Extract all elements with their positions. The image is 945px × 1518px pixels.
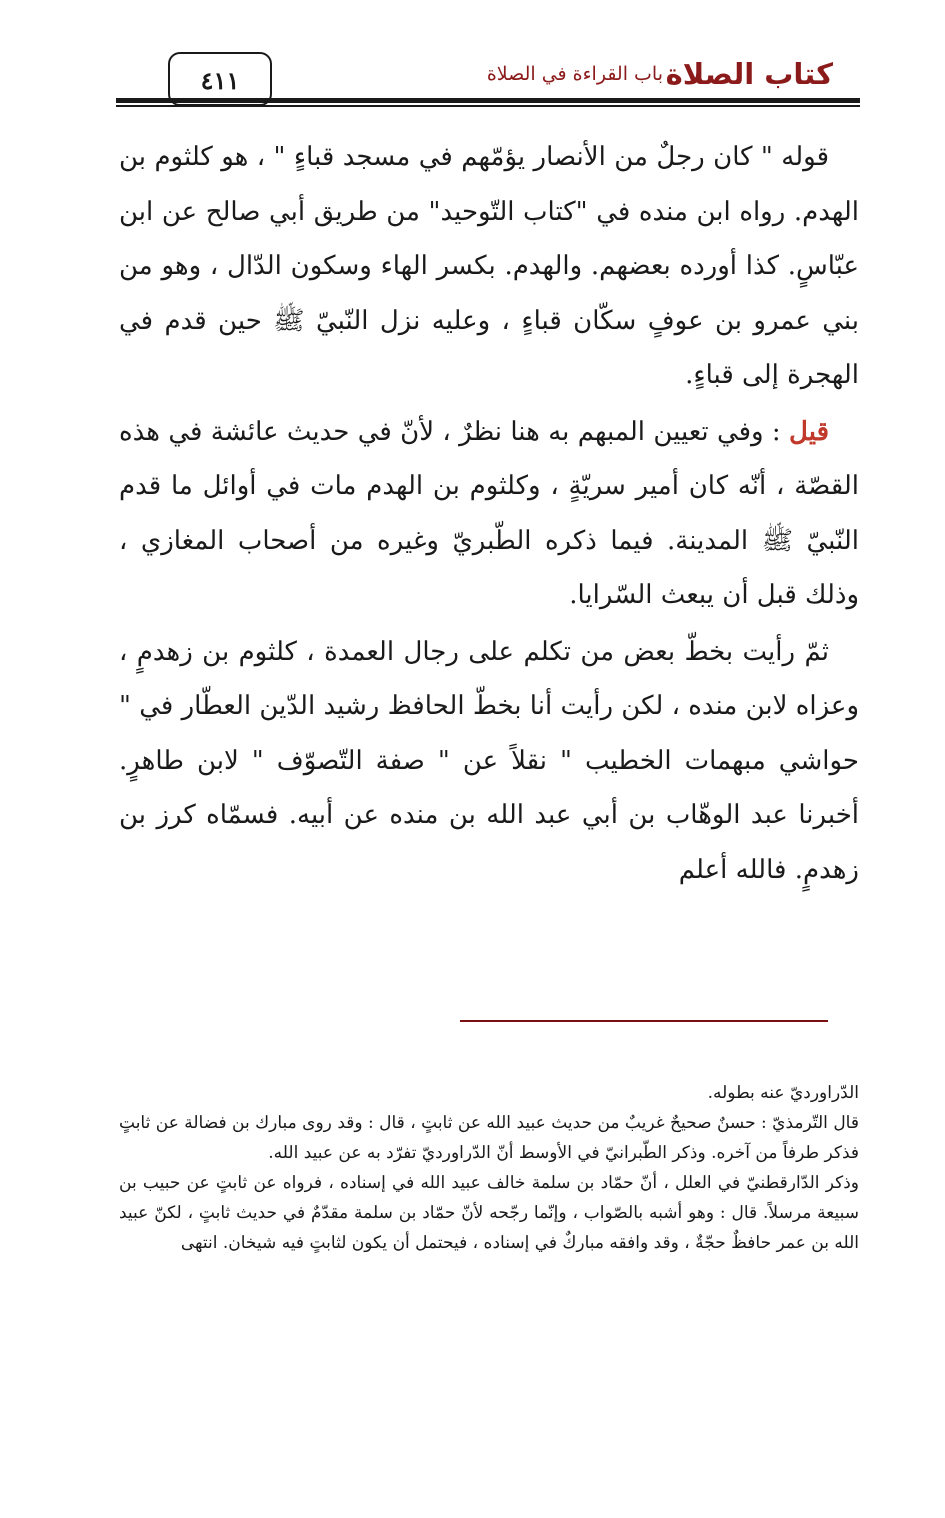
footnote-separator xyxy=(460,1020,828,1022)
page-header xyxy=(0,0,945,110)
paragraph-text: : وفي تعيين المبهم به هنا نظرٌ ، لأنّ في حديث عائشة في هذه القصّة ، أنّه كان أمير سريّةٍ ، وكلثوم بن الهدم مات في أوائل ما قدم النّبيّ ﷺ المدينة. فيما ذكره الطّبريّ وغيره من أصحاب المغازي ، وذلك قبل أن يبعث السّرايا. xyxy=(119,416,859,610)
paragraph-text: قوله " كان رجلٌ من الأنصار يؤمّهم في مسجد قباءٍ " ، هو كلثوم بن الهدم. رواه ابن منده في "كتاب التّوحيد" من طريق أبي صالح عن ابن عبّاسٍ. كذا أورده بعضهم. والهدم. بكسر الهاء وسكون الدّال ، وهو من بني عمرو بن عوفٍ سكّان قباءٍ ، وعليه نزل النّبيّ ﷺ حين قدم في الهجرة إلى قباءٍ. xyxy=(119,142,860,390)
footnotes xyxy=(119,1078,859,1258)
paragraph xyxy=(119,405,859,623)
qila-marker: قيل xyxy=(789,416,829,447)
page-number: ٤١١ xyxy=(168,52,272,106)
paragraph-text: ثمّ رأيت بخطّ بعض من تكلم على رجال العمدة ، كلثوم بن زهدمٍ ، وعزاه لابن منده ، لكن رأيت أنا بخطّ الحافظ رشيد الدّين العطّار في " حواشي مبهمات الخطيب " نقلاً عن " صفة التّصوّف " لابن طاهرٍ. أخبرنا عبد الوهّاب بن أبي عبد الله بن منده عن أبيه. فسمّاه كرز بن زهدمٍ. فالله أعلم xyxy=(119,636,859,885)
footnote: الدّراورديّ عنه بطوله. xyxy=(707,1083,859,1103)
chapter-title: باب القراءة في الصلاة xyxy=(486,63,663,85)
paragraph xyxy=(119,625,859,898)
header-rule-thick xyxy=(116,98,860,103)
book-title: كتاب الصلاة xyxy=(665,57,833,91)
footnote: وذكر الدّارقطنيّ في العلل ، أنّ حمّاد بن سلمة خالف عبيد الله في إسناده ، فرواه عن ثابتٍ عن حبيب بن سبيعة مرسلاً. قال : وهو أشبه بالصّواب ، وإنّما رجّحه لأنّ حمّاد بن سلمة مقدّمٌ في حديث ثابتٍ ، لكنّ عبيد الله بن عمر حافظٌ حجّةٌ ، وقد وافقه مباركٌ في إسناده ، فيحتمل أن يكون لثابتٍ فيه شيخان. انتهى xyxy=(119,1173,859,1253)
paragraph xyxy=(119,130,859,403)
main-text xyxy=(119,130,859,899)
footnote: قال التّرمذيّ : حسنٌ صحيحٌ غريبٌ من حديث عبيد الله عن ثابتٍ ، قال : وقد روى مبارك بن فضالة عن ثابتٍ فذكر طرفاً من آخره. وذكر الطّبرانيّ في الأوسط أنّ الدّراورديّ تفرّد به عن عبيد الله. xyxy=(119,1113,859,1163)
header-rule-thin xyxy=(116,105,860,107)
